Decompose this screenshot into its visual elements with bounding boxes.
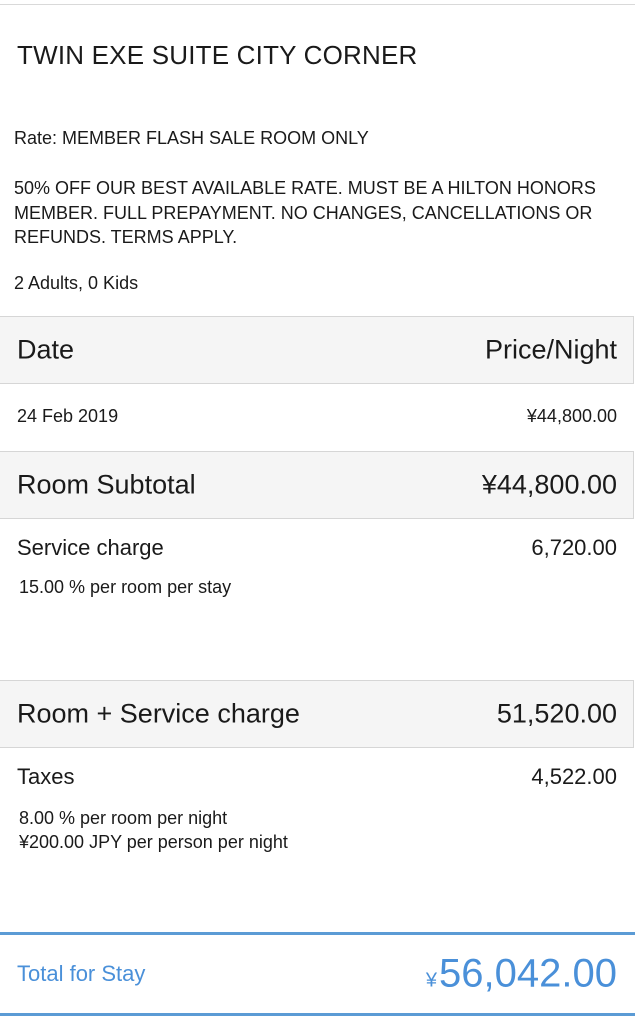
total-currency-symbol: ¥ — [425, 969, 438, 992]
total-for-stay-label: Total for Stay — [17, 961, 146, 986]
service-charge-value: 6,720.00 — [531, 535, 617, 560]
night-price: ¥44,800.00 — [526, 406, 617, 426]
taxes-label: Taxes — [17, 764, 75, 789]
service-charge-label: Service charge — [17, 535, 164, 560]
room-subtotal-label: Room Subtotal — [17, 469, 196, 500]
service-charge-note: 15.00 % per room per stay — [19, 577, 232, 597]
date-column-header: Date — [17, 334, 75, 365]
price-column-header: Price/Night — [484, 334, 617, 365]
price-table-header — [0, 316, 634, 384]
rate-description: 50% OFF OUR BEST AVAILABLE RATE. MUST BE A HILTON HONORS MEMBER. FULL PREPAYMENT. NO CHANGES, CANCELLATIONS OR REFUNDS. TERMS APPLY. — [14, 178, 596, 247]
room-title: TWIN EXE SUITE CITY CORNER — [17, 40, 418, 70]
total-for-stay-band — [0, 932, 635, 1016]
total-for-stay-value: 56,042.00 — [439, 951, 617, 996]
rate-name: Rate: MEMBER FLASH SALE ROOM ONLY — [14, 128, 369, 148]
night-date: 24 Feb 2019 — [17, 406, 119, 426]
room-plus-service-value: 51,520.00 — [496, 698, 617, 729]
guest-count: 2 Adults, 0 Kids — [14, 273, 139, 293]
room-subtotal-band — [0, 451, 634, 519]
room-plus-service-band — [0, 680, 634, 748]
total-for-stay-amount — [426, 952, 617, 997]
room-plus-service-label: Room + Service charge — [17, 698, 300, 729]
room-subtotal-value: ¥44,800.00 — [481, 469, 617, 500]
taxes-value: 4,522.00 — [531, 764, 617, 789]
tax-note-percent: 8.00 % per room per night — [19, 808, 228, 828]
tax-note-per-person: ¥200.00 JPY per person per night — [19, 832, 288, 852]
taxes-notes — [19, 806, 288, 854]
top-divider — [0, 4, 635, 5]
